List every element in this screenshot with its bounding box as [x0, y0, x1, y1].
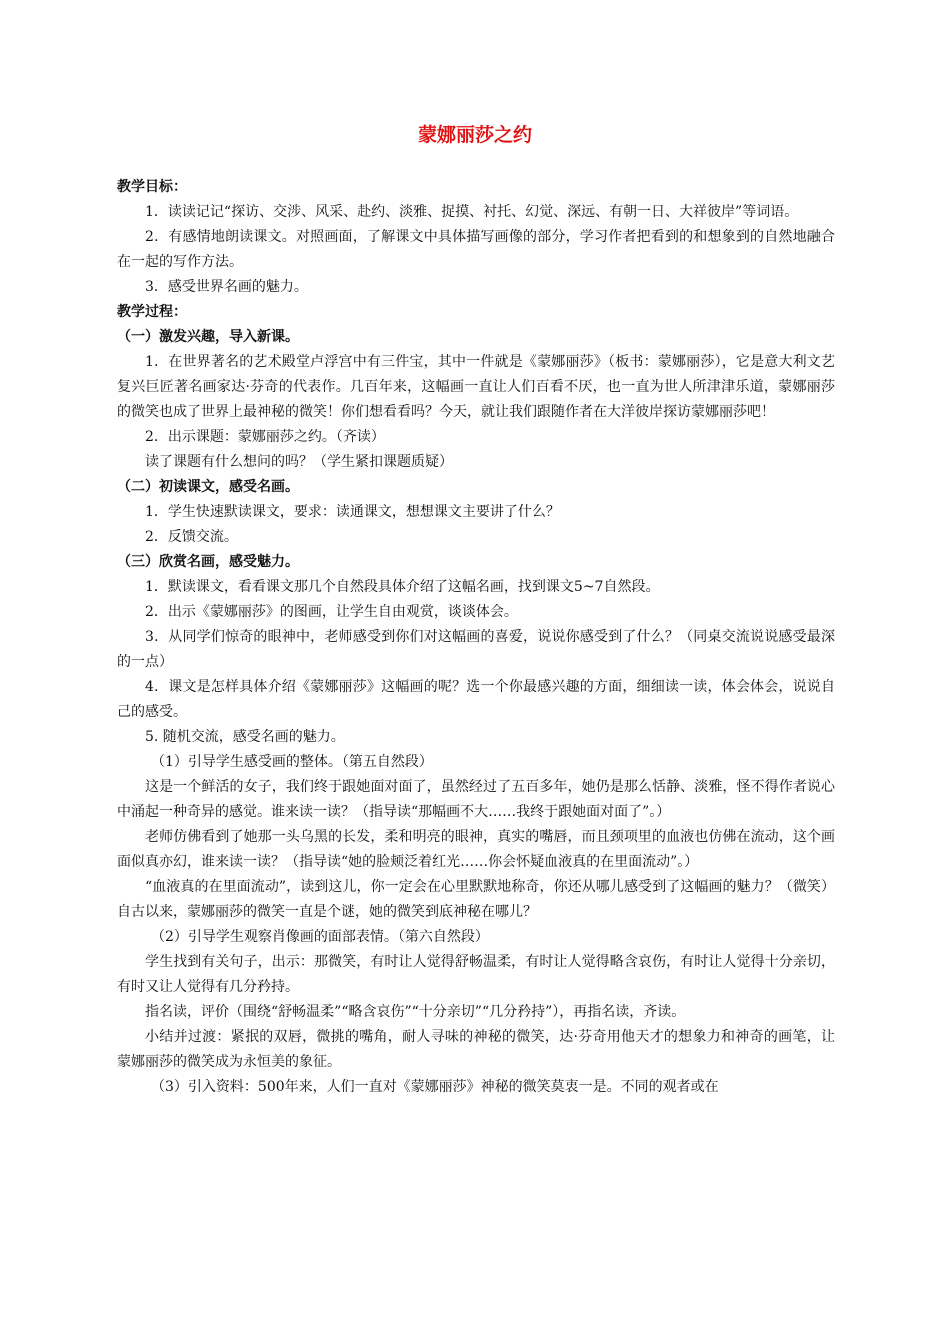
paragraph: 2．出示《蒙娜丽莎》的图画，让学生自由观赏，谈谈体会。	[145, 604, 518, 620]
section-heading-process: 教学过程：	[117, 304, 187, 320]
sub-heading: （3）引入资料：500年来，人们一直对《蒙娜丽莎》神秘的微笑莫衷一是。不同的观者或在	[151, 1079, 719, 1095]
paragraph: 这是一个鲜活的女子，我们终于跟她面对面了，虽然经过了五百多年，她仍是那么恬静、淡雅，怪不得作者说心中涌起一种奇异的感觉。谁来读一读？（指导读“那幅画不大……我终于跟她面对面了”。）	[117, 779, 835, 820]
paragraph: 1．默读课文，看看课文那几个自然段具体介绍了这幅名画，找到课文5~7自然段。	[145, 579, 660, 595]
part-heading: （一）激发兴趣，导入新课。	[117, 329, 299, 345]
document-title: 蒙娜丽莎之约	[417, 124, 532, 146]
part-heading: （三）欣赏名画，感受魅力。	[117, 554, 299, 570]
paragraph: 2．出示课题：蒙娜丽莎之约。（齐读）	[145, 429, 385, 445]
goal-item: 2．有感情地朗读课文。对照画面，了解课文中具体描写画像的部分，学习作者把看到的和想象到的自然地融合在一起的写作方法。	[117, 229, 835, 270]
paragraph: 指名读，评价（围绕“舒畅温柔”“略含哀伤”“十分亲切”“几分矜持”），再指名读，齐读。	[145, 1004, 686, 1020]
sub-heading: （1）引导学生感受画的整体。（第五自然段）	[151, 754, 433, 770]
part-heading: （二）初读课文，感受名画。	[117, 479, 299, 495]
paragraph: 读了课题有什么想问的吗？（学生紧扣课题质疑）	[145, 454, 453, 470]
paragraph: 小结并过渡：紧抿的双唇，微挑的嘴角，耐人寻味的神秘的微笑，达·芬奇用他天才的想象力和神奇的画笔，让蒙娜丽莎的微笑成为永恒美的象征。	[117, 1029, 835, 1070]
paragraph: 5. 随机交流，感受名画的魅力。	[145, 729, 345, 745]
goal-item: 1．读读记记“探访、交涉、风采、赴约、淡雅、捉摸、衬托、幻觉、深远、有朝一日、大祥彼岸”等词语。	[145, 204, 799, 220]
paragraph: 4．课文是怎样具体介绍《蒙娜丽莎》这幅画的呢？选一个你最感兴趣的方面，细细读一读，体会体会，说说自己的感受。	[117, 679, 835, 720]
section-heading-goals: 教学目标：	[117, 179, 187, 195]
goal-item: 3．感受世界名画的魅力。	[145, 279, 308, 295]
document-body	[117, 175, 835, 1100]
paragraph: 老师仿佛看到了她那一头乌黑的长发，柔和明亮的眼神，真实的嘴唇，而且颈项里的血液也仿佛在流动，这个画面似真亦幻，谁来读一读？（指导读“她的脸颊泛着红光……你会怀疑血液真的在里面流动”。）	[117, 829, 835, 870]
paragraph: “血液真的在里面流动”，读到这儿，你一定会在心里默默地称奇，你还从哪儿感受到了这幅画的魅力？（微笑）自古以来，蒙娜丽莎的微笑一直是个谜，她的微笑到底神秘在哪儿？	[117, 879, 835, 920]
paragraph: 2．反馈交流。	[145, 529, 238, 545]
paragraph: 1．学生快速默读课文，要求：读通课文，想想课文主要讲了什么？	[145, 504, 560, 520]
paragraph: 学生找到有关句子，出示：那微笑，有时让人觉得舒畅温柔，有时让人觉得略含哀伤，有时让人觉得十分亲切，有时又让人觉得有几分矜持。	[117, 954, 835, 995]
paragraph: 3．从同学们惊奇的眼神中，老师感受到你们对这幅画的喜爱，说说你感受到了什么？（同桌交流说说感受最深的一点）	[117, 629, 835, 670]
paragraph: 1．在世界著名的艺术殿堂卢浮宫中有三件宝，其中一件就是《蒙娜丽莎》（板书：蒙娜丽莎），它是意大利文艺复兴巨匠著名画家达·芬奇的代表作。几百年来，这幅画一直让人们百看不厌，也一直为世人所津津乐道，蒙娜丽莎的微笑也成了世界上最神秘的微笑！你们想看看吗？今天，就让我们跟随作者在大洋彼岸探访蒙娜丽莎吧！	[117, 354, 835, 420]
sub-heading: （2）引导学生观察肖像画的面部表情。（第六自然段）	[151, 929, 489, 945]
